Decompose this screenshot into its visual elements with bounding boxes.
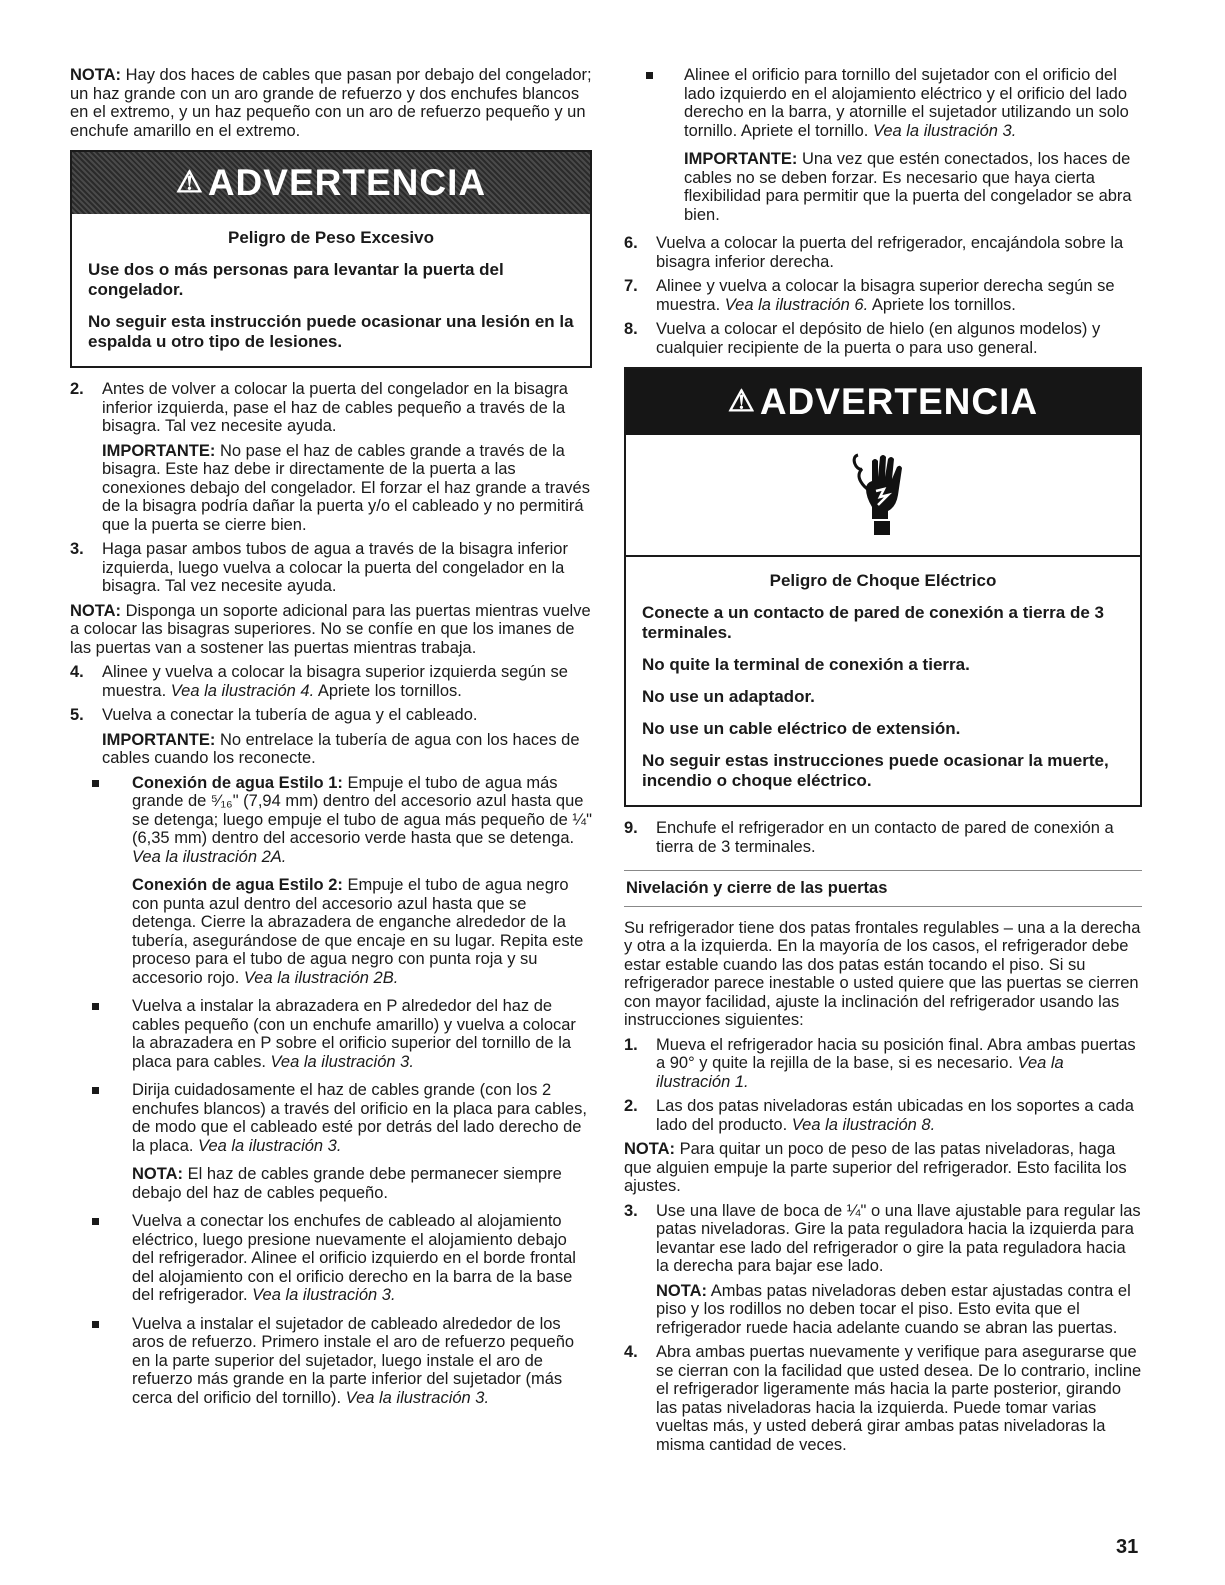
note-leveling-legs: NOTA: Ambas patas niveladoras deben estar ajustadas contra el piso y los rodillos no deben tocar el piso. Esto evita que el refrigerador ruede hacia adelante cuando se abran las puertas.	[656, 1281, 1131, 1337]
hazard-title: Peligro de Choque Eléctrico	[769, 571, 997, 590]
electrical-warning-box	[624, 367, 1142, 807]
section-title: Nivelación y cierre de las puertas	[624, 871, 1142, 907]
step-6: 6. Vuelva a colocar la puerta del refrigerador, encajándola sobre la bisagra inferior derecha.	[624, 234, 1124, 271]
right-column	[624, 66, 1142, 1460]
bullet-p-clamp: Vuelva a instalar la abrazadera en P alrededor del haz de cables pequeño (con un enchufe amarillo) y vuelva a colocar la abrazadera en P sobre el orificio superior del tornillo de la placa para cables. Vea la ilustración 3.	[70, 997, 592, 1071]
warning-header: ⚠ ADVERTENCIA	[72, 152, 590, 214]
important-note: IMPORTANTE: No entrelace la tubería de agua con los haces de cables cuando los reconecte.	[102, 730, 580, 767]
warning-line: Use dos o más personas para levantar la puerta del congelador.	[88, 260, 504, 299]
warning-triangle-icon: ⚠	[727, 384, 756, 418]
step-7: 7. Alinee y vuelva a colocar la bisagra superior derecha según se muestra. Vea la ilustración 6. Apriete los tornillos.	[624, 277, 1115, 314]
bullet-reconnect-plugs: Vuelva a conectar los enchufes de cableado al alojamiento eléctrico, luego presione nuevamente el alojamiento debajo del refrigerador. Alinee el orificio izquierdo en el borde frontal del alojamiento con el orificio derecho en la barra de la base del refrigerador. Vea la ilustración 3.	[70, 1212, 592, 1305]
step-4: 4. Alinee y vuelva a colocar la bisagra superior izquierda según se muestra. Vea la ilustración 4. Apriete los tornillos.	[70, 663, 568, 700]
weight-warning-box	[70, 150, 592, 368]
note-support: NOTA: Disponga un soporte adicional para las puertas mientras vuelve a colocar las bisagras superiores. No se confíe en que los imanes de las puertas van a sostener las puertas mientras trabaja.	[70, 601, 591, 657]
water-style-2: Conexión de agua Estilo 2: Empuje el tubo de agua negro con punta azul dentro del accesorio azul hasta que se detenga. Cierre la abrazadera de enganche alrededor de la tubería, asegurándose de que encaje en su lugar. Repita este proceso para el tubo de agua negro con punta roja y su accesorio rojo. Vea la ilustración 2B.	[132, 876, 584, 987]
step-9: 9. Enchufe el refrigerador en un contacto de pared de conexión a tierra de 3 terminales.	[624, 819, 1114, 856]
step-3: 3. Haga pasar ambos tubos de agua a través de la bisagra inferior izquierda, luego vuelva a colocar la puerta del congelador en la bisagra. Tal vez necesite ayuda.	[70, 540, 568, 595]
warning-triangle-icon: ⚠	[175, 165, 204, 199]
bullet-water-style-1: Conexión de agua Estilo 1: Empuje el tubo de agua más grande de ⁵⁄₁₆" (7,94 mm) dentro del accesorio azul hasta que se detenga; luego empuje el tubo de agua más pequeño de ¼" (6,35 mm) dentro del accesorio verde hasta que se detenga. Vea la ilustración 2A.	[70, 774, 592, 867]
step-8: 8. Vuelva a colocar el depósito de hielo (en algunos modelos) y cualquier recipiente de la puerta o para uso general.	[624, 320, 1101, 357]
leveling-intro: Su refrigerador tiene dos patas frontales regulables – una a la derecha y otra a la izquierda. En la mayoría de los casos, el refrigerador debe estar estable cuando las dos patas están tocando el piso. Si su refrigerador parece inestable o usted quiere que las puertas se cierren con mayor facilidad, ajuste la inclinación del refrigerador usando las instrucciones siguientes:	[624, 918, 1141, 1029]
left-column	[70, 66, 592, 1417]
level-step-4: 4. Abra ambas puertas nuevamente y verifique para asegurarse que se cierran con la facilidad que usted desea. De lo contrario, incline el refrigerador ligeramente más hacia la parte posterior, girando las patas niveladoras hacia la izquierda. Puede tomar varias vueltas más, y usted deberá girar ambas patas niveladoras la misma cantidad de veces.	[624, 1343, 1142, 1454]
warning-line: No use un adaptador.	[642, 687, 815, 706]
level-step-1: 1. Mueva el refrigerador hacia su posición final. Abra ambas puertas a 90° y quite la rejilla de la base, si es necesario. Vea la ilustración 1.	[624, 1035, 1136, 1091]
step-2: 2. Antes de volver a colocar la puerta del congelador en la bisagra inferior izquierda, pase el haz de cables pequeño a través de la bisagra. Tal vez necesite ayuda.	[70, 380, 568, 435]
level-step-3: 3. Use una llave de boca de ¼" o una llave ajustable para regular las patas niveladoras. Gire la pata reguladora hacia la izquierda para levantar ese lado del refrigerador o gire la pata reguladora hacia la derecha para bajar ese lado.	[624, 1201, 1141, 1275]
hazard-title: Peligro de Peso Excesivo	[228, 228, 434, 247]
important-note: IMPORTANTE: No pase el haz de cables grande a través de la bisagra. Este haz debe ir directamente de la puerta a las conexiones debajo del congelador. El forzar el haz grande a través de la bisagra podría dañar la puerta y/o el cableado y no permitirá que la puerta se cierre bien.	[102, 441, 590, 534]
warning-line: No seguir estas instrucciones puede ocasionar la muerte, incendio o choque eléctrico.	[642, 751, 1109, 790]
warning-line: Conecte a un contacto de pared de conexión a tierra de 3 terminales.	[642, 603, 1104, 642]
note-cable-bundles: NOTA: Hay dos haces de cables que pasan por debajo del congelador; un haz grande con un aro grande de refuerzo y dos enchufes blancos en el extremo, y un haz pequeño con un aro de refuerzo pequeño y un enchufe amarillo en el extremo.	[70, 66, 592, 140]
bullet-align-clip: Alinee el orificio para tornillo del sujetador con el orificio del lado izquierdo en el alojamiento eléctrico y el orificio del lado derecho en la barra, y atornille el sujetador utilizando un solo tornillo. Apriete el tornillo. Vea la ilustración 3.	[624, 66, 1142, 140]
page-number: 31	[1116, 1536, 1139, 1558]
bullet-large-bundle: Dirija cuidadosamente el haz de cables grande (con los 2 enchufes blancos) a través del orificio en la placa para cables, de modo que el cableado esté por detrás del lado derecho de la placa. Vea la ilustración 3.	[70, 1081, 592, 1155]
level-step-2: 2. Las dos patas niveladoras están ubicadas en los soportes a cada lado del producto. Vea la ilustración 8.	[624, 1097, 1134, 1134]
note-large-bundle: NOTA: El haz de cables grande debe permanecer siempre debajo del haz de cables pequeño.	[132, 1165, 562, 1202]
electric-shock-hand-icon	[626, 435, 1140, 557]
warning-header: ⚠ ADVERTENCIA	[626, 369, 1140, 435]
warning-line: No quite la terminal de conexión a tierra.	[642, 655, 970, 674]
warning-line: No seguir esta instrucción puede ocasionar una lesión en la espalda u otro tipo de lesiones.	[88, 312, 574, 351]
note-weight: NOTA: Para quitar un poco de peso de las patas niveladoras, haga que alguien empuje la parte superior del refrigerador. Esto facilita los ajustes.	[624, 1140, 1127, 1195]
important-note: IMPORTANTE: Una vez que estén conectados, los haces de cables no se deben forzar. Es necesario que haya cierta flexibilidad para permitir que la puerta del congelador se abra bien.	[684, 150, 1132, 224]
warning-line: No use un cable eléctrico de extensión.	[642, 719, 961, 738]
bullet-wire-clip: Vuelva a instalar el sujetador de cableado alrededor de los aros de refuerzo. Primero instale el aro de refuerzo pequeño en la parte superior del sujetador, luego instale el aro de refuerzo más grande en la parte inferior del sujetador (más cerca del orificio del tornillo). Vea la ilustración 3.	[70, 1315, 592, 1408]
step-5: 5. Vuelva a conectar la tubería de agua y el cableado.	[70, 706, 478, 724]
